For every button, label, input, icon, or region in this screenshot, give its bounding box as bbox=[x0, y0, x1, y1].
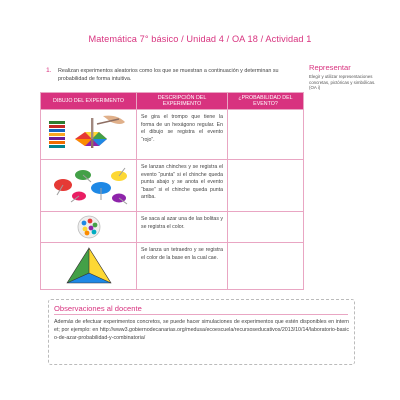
page-header: Matemática 7° básico / Unidad 4 / OA 18 / Actividad 1 bbox=[88, 34, 312, 44]
table-row bbox=[41, 243, 304, 290]
probability-cell[interactable] bbox=[228, 243, 304, 290]
table-header-row bbox=[41, 93, 304, 110]
probability-cell[interactable] bbox=[228, 110, 304, 160]
spinning-top-image bbox=[41, 110, 137, 160]
table-row bbox=[41, 110, 304, 160]
activity-instructions: Realizan experimentos aleatorios como los que se muestran a continuación y determinan su probabilidad de forma intuitiva. bbox=[58, 68, 279, 82]
teacher-observations-box bbox=[48, 299, 355, 365]
description-cell: Se saca al azar una de las bolitas y se registra el color. bbox=[137, 212, 228, 243]
probability-cell[interactable] bbox=[228, 160, 304, 212]
side-panel-text: Elegir y utilizar representaciones concretas, pictóricas y simbólicas. (OA i) bbox=[309, 74, 376, 91]
header-probability: ¿PROBABILIDAD DEL EVENTO? bbox=[228, 93, 304, 110]
observations-text: Además de efectuar experimentos concretos, se puede hacer simulaciones de experimentos que estén disponibles en internet; por ejemplo: en http://www3.gobiernodecanarias.org/medusa/ecoescuela/recursoseducativos/2013/10/14/laboratorio-basico-de-azar-probabilidad-y-combinatoria/ bbox=[54, 319, 349, 341]
thumbtacks-image bbox=[41, 160, 137, 212]
item-number: 1. bbox=[46, 67, 52, 74]
side-panel bbox=[309, 63, 379, 91]
probability-cell[interactable] bbox=[228, 212, 304, 243]
table-row bbox=[41, 160, 304, 212]
table-row bbox=[41, 212, 304, 243]
description-cell: Se gira el trompo que tiene la forma de un hexágono regular. En el dibujo se registra el evento “rojo”. bbox=[137, 110, 228, 160]
observations-title: Observaciones al docente bbox=[54, 304, 142, 313]
header-drawing: DIBUJO DEL EXPERIMENTO bbox=[41, 93, 137, 110]
observations-divider bbox=[54, 314, 348, 315]
tetrahedron-image bbox=[41, 243, 137, 290]
description-cell: Se lanzan chinches y se registra el evento “punta” si el chinche queda punta abajo y se anota el evento “base” si el chinche queda punta arriba. bbox=[137, 160, 228, 212]
marbles-image bbox=[41, 212, 137, 243]
header-description: DESCRIPCIÓN DEL EXPERIMENTO bbox=[137, 93, 228, 110]
description-cell: Se lanza un tetraedro y se registra el color de la base en la cual cae. bbox=[137, 243, 228, 290]
experiments-table bbox=[40, 92, 304, 290]
side-panel-title: Representar bbox=[309, 63, 351, 72]
